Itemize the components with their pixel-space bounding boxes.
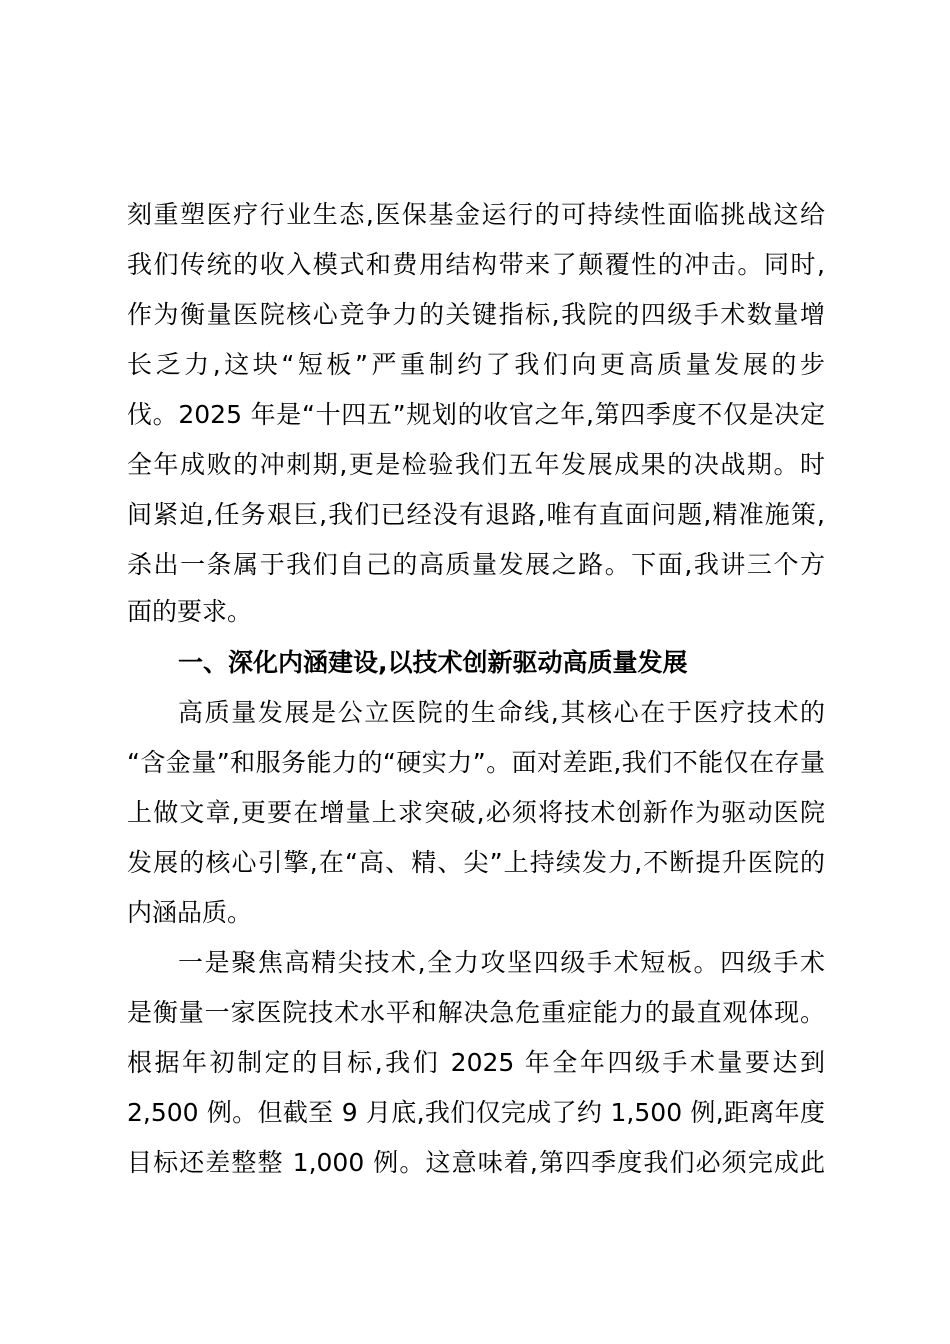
body-text-line: 间紧迫,任务艰巨,我们已经没有退路,唯有直面问题,精准施策, xyxy=(127,500,825,529)
body-text-line: 是衡量一家医院技术水平和解决急危重症能力的最直观体现。 xyxy=(127,998,825,1027)
body-text-line: 发展的核心引擎,在“高、精、尖”上持续发力,不断提升医院的 xyxy=(127,848,825,877)
body-text-line: 伐。2025 年是“十四五”规划的收官之年,第四季度不仅是决定 xyxy=(127,400,825,429)
body-text-line: 作为衡量医院核心竞争力的关键指标,我院的四级手术数量增 xyxy=(127,300,825,329)
body-text-line: 上做文章,更要在增量上求突破,必须将技术创新作为驱动医院 xyxy=(127,798,825,827)
section-heading: 一、深化内涵建设,以技术创新驱动高质量发展 xyxy=(178,648,688,677)
body-text-line: “含金量”和服务能力的“硬实力”。面对差距,我们不能仅在存量 xyxy=(127,748,825,777)
body-text-line: 根据年初制定的目标,我们 2025 年全年四级手术量要达到 xyxy=(127,1048,825,1077)
body-text-line: 内涵品质。 xyxy=(127,898,253,927)
body-text-line: 面的要求。 xyxy=(127,597,253,626)
body-text-line: 杀出一条属于我们自己的高质量发展之路。下面,我讲三个方 xyxy=(127,550,825,579)
body-text-line: 高质量发展是公立医院的生命线,其核心在于医疗技术的 xyxy=(178,698,825,727)
body-text-line: 刻重塑医疗行业生态,医保基金运行的可持续性面临挑战这给 xyxy=(127,200,825,229)
body-text-line: 目标还差整整 1,000 例。这意味着,第四季度我们必须完成此 xyxy=(127,1148,825,1177)
body-text-line: 2,500 例。但截至 9 月底,我们仅完成了约 1,500 例,距离年度 xyxy=(127,1098,825,1127)
body-text-line: 全年成败的冲刺期,更是检验我们五年发展成果的决战期。时 xyxy=(127,450,825,479)
body-text-line: 长乏力,这块“短板”严重制约了我们向更高质量发展的步 xyxy=(127,350,825,379)
body-text-line: 一是聚焦高精尖技术,全力攻坚四级手术短板。四级手术 xyxy=(178,948,825,977)
body-text-line: 我们传统的收入模式和费用结构带来了颠覆性的冲击。同时, xyxy=(127,250,825,279)
